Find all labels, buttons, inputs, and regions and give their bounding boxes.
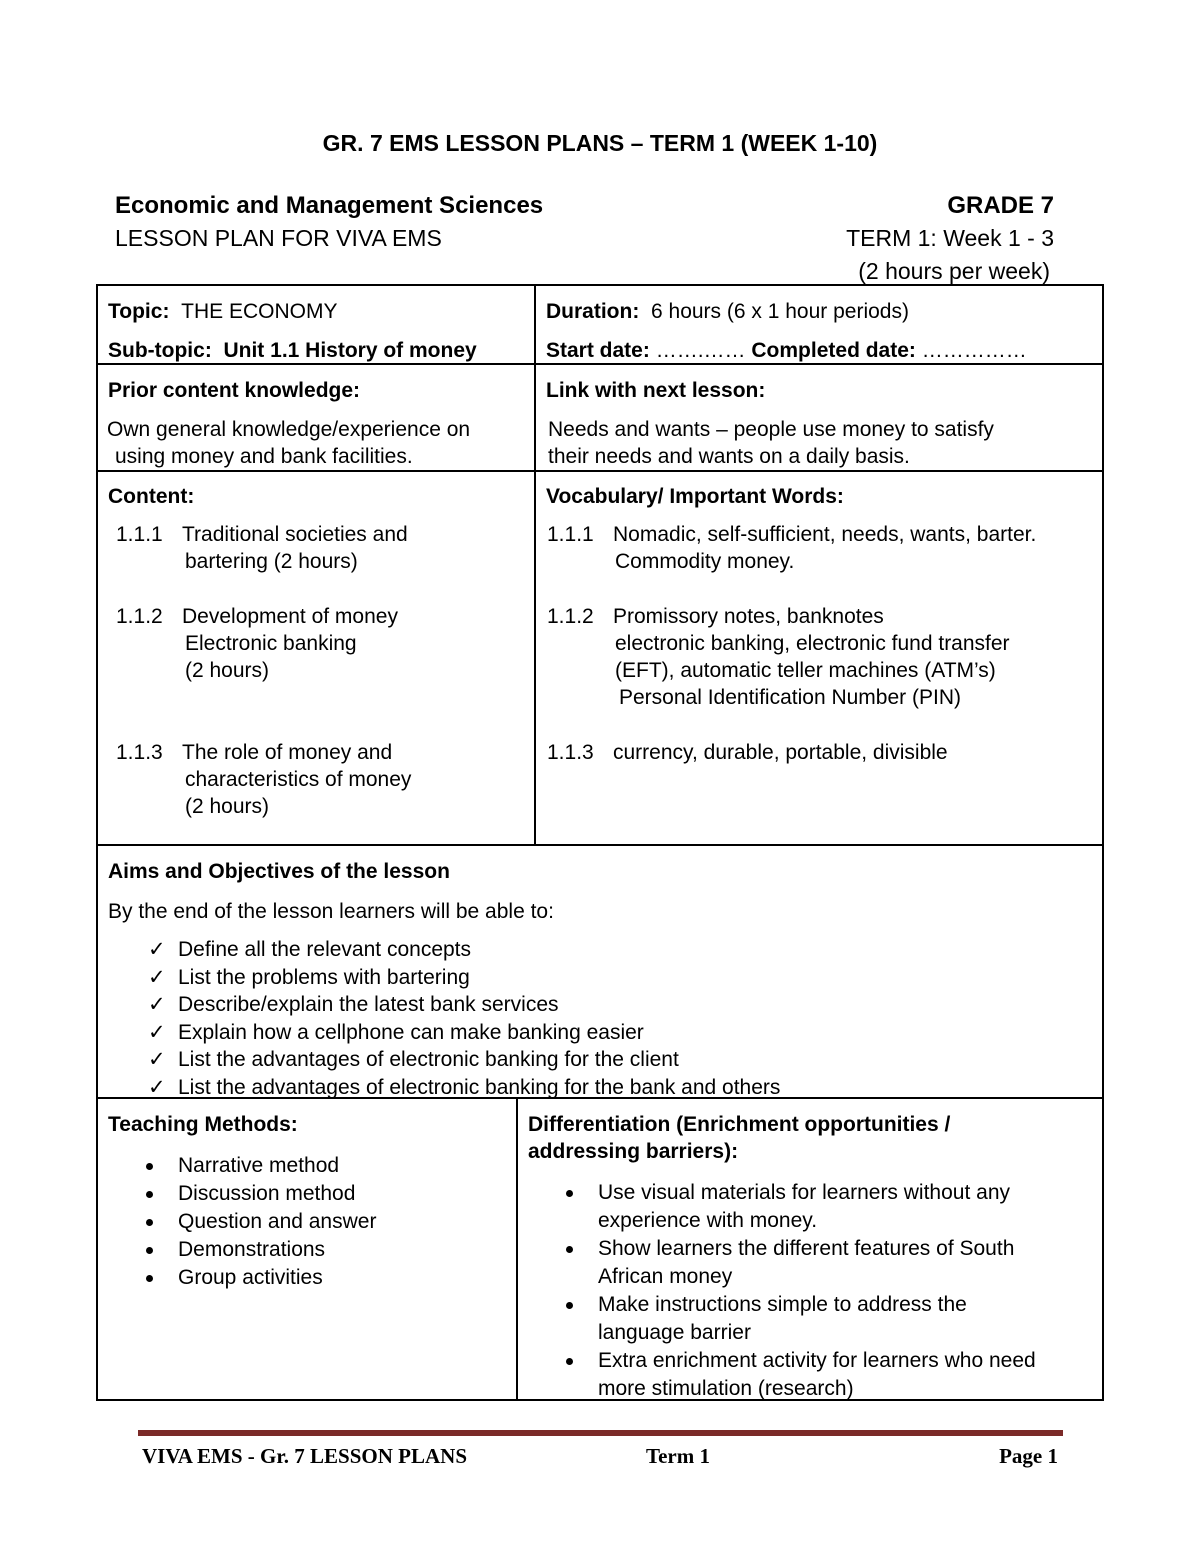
- aims-list-item: ✓ List the advantages of electronic banking for the bank and others: [108, 1074, 780, 1102]
- content-item-number: 1.1.2: [116, 605, 163, 628]
- content-item-text: Traditional societies and: [182, 523, 408, 546]
- vocabulary-item-text: electronic banking, electronic fund transfer: [615, 632, 1010, 655]
- bullet-icon: [146, 1219, 153, 1226]
- start-date-field[interactable]: …….……: [655, 339, 746, 362]
- vocabulary-item: [547, 603, 1010, 711]
- duration-label: Duration:: [546, 300, 640, 323]
- content-label: Content:: [108, 485, 195, 508]
- aims-list-item: ✓ List the problems with bartering: [108, 964, 780, 992]
- aims-list-item: ✓ Define all the relevant concepts: [108, 936, 780, 964]
- differentiation-label: Differentiation (Enrichment opportunities / addressing barriers):: [528, 1113, 951, 1163]
- differentiation-list: [528, 1179, 1036, 1403]
- aims-list-item: ✓ Describe/explain the latest bank services: [108, 991, 780, 1019]
- subtopic-value: Unit 1.1 History of money: [223, 339, 477, 362]
- teaching-method-item: Question and answer: [108, 1208, 376, 1236]
- subtopic-label: Sub-topic:: [108, 339, 212, 362]
- teaching-method-item: Demonstrations: [108, 1236, 376, 1264]
- differentiation-item: Show learners the different features of South African money: [528, 1235, 1036, 1291]
- prior-knowledge-line-1: Own general knowledge/experience on: [107, 418, 471, 441]
- bullet-icon: [146, 1163, 153, 1170]
- teaching-methods-label: Teaching Methods:: [108, 1113, 298, 1136]
- bullet-icon: [146, 1247, 153, 1254]
- content-item-text: Electronic banking: [185, 632, 357, 655]
- checkmark-icon: ✓: [148, 1048, 166, 1071]
- aims-label: Aims and Objectives of the lesson: [108, 860, 450, 883]
- vocabulary-item-number: 1.1.1: [547, 523, 594, 546]
- footer-term: Term 1: [646, 1444, 710, 1468]
- bullet-icon: [566, 1302, 573, 1309]
- subtopic-line: [108, 337, 477, 364]
- topic-line: [108, 298, 337, 325]
- content-item-text: The role of money and: [182, 741, 393, 764]
- aims-list: [108, 936, 780, 1101]
- content-item: [116, 521, 408, 575]
- topic-value: THE ECONOMY: [181, 300, 338, 323]
- content-item-text: (2 hours): [185, 795, 270, 818]
- content-item-number: 1.1.3: [116, 741, 163, 764]
- vocabulary-item-text: (EFT), automatic teller machines (ATM’s): [615, 659, 996, 682]
- duration-line: [546, 298, 909, 325]
- bullet-icon: [146, 1275, 153, 1282]
- prior-knowledge-line-2: using money and bank facilities.: [115, 445, 413, 468]
- differentiation-item: Extra enrichment activity for learners who need more stimulation (research): [528, 1347, 1036, 1403]
- vocabulary-item: [547, 739, 948, 766]
- dates-line: [546, 337, 1027, 364]
- vocabulary-item: [547, 521, 1036, 575]
- aims-list-item: ✓ List the advantages of electronic banking for the client: [108, 1046, 780, 1074]
- vocabulary-item-text: currency, durable, portable, divisible: [613, 741, 948, 764]
- content-item: [116, 739, 411, 820]
- subject-heading: Economic and Management Sciences: [115, 192, 544, 219]
- differentiation-item: Use visual materials for learners without any experience with money.: [528, 1179, 1036, 1235]
- teaching-method-item: Group activities: [108, 1264, 376, 1292]
- bullet-icon: [146, 1191, 153, 1198]
- vocabulary-item-number: 1.1.2: [547, 605, 594, 628]
- teaching-method-item: Discussion method: [108, 1180, 376, 1208]
- vocabulary-item-text: Nomadic, self-sufficient, needs, wants, barter.: [613, 523, 1037, 546]
- link-next-lesson-line-2: their needs and wants on a daily basis.: [548, 445, 910, 468]
- aims-list-item: ✓ Explain how a cellphone can make banking easier: [108, 1019, 780, 1047]
- hours-per-week: (2 hours per week): [858, 258, 1050, 284]
- completed-date-label: Completed date:: [751, 339, 916, 362]
- teaching-method-item: Narrative method: [108, 1152, 376, 1180]
- content-item-text: Development of money: [182, 605, 398, 628]
- differentiation-item: Make instructions simple to address the language barrier: [528, 1291, 1036, 1347]
- vocabulary-item-number: 1.1.3: [547, 741, 594, 764]
- footer-page-number: Page 1: [999, 1444, 1058, 1468]
- grade-heading: GRADE 7: [947, 192, 1054, 219]
- checkmark-icon: ✓: [148, 993, 166, 1016]
- checkmark-icon: ✓: [148, 1075, 166, 1099]
- duration-value: 6 hours (6 x 1 hour periods): [651, 300, 909, 323]
- vocabulary-item-text: Commodity money.: [615, 550, 795, 573]
- plan-name: LESSON PLAN FOR VIVA EMS: [115, 225, 442, 251]
- footer-left: VIVA EMS - Gr. 7 LESSON PLANS: [142, 1444, 467, 1468]
- content-item-number: 1.1.1: [116, 523, 163, 546]
- prior-knowledge-label: Prior content knowledge:: [108, 379, 361, 402]
- checkmark-icon: ✓: [148, 965, 166, 989]
- start-date-label: Start date:: [546, 339, 650, 362]
- content-item-text: (2 hours): [185, 659, 270, 682]
- link-next-lesson-label: Link with next lesson:: [546, 379, 766, 402]
- link-next-lesson-line-1: Needs and wants – people use money to satisfy: [548, 418, 994, 441]
- content-item-text: characteristics of money: [185, 768, 412, 791]
- content-item: [116, 603, 398, 684]
- checkmark-icon: ✓: [148, 938, 166, 961]
- bullet-icon: [566, 1246, 573, 1253]
- topic-label: Topic:: [108, 300, 170, 323]
- document-title: GR. 7 EMS LESSON PLANS – TERM 1 (WEEK 1-10): [322, 130, 878, 156]
- completed-date-field[interactable]: ……………: [921, 339, 1027, 362]
- teaching-methods-list: [108, 1152, 376, 1292]
- vocabulary-item-text: Promissory notes, banknotes: [613, 605, 884, 628]
- aims-intro: By the end of the lesson learners will be able to:: [108, 900, 554, 923]
- content-item-text: bartering (2 hours): [185, 550, 358, 573]
- checkmark-icon: ✓: [148, 1020, 166, 1044]
- vocabulary-label: Vocabulary/ Important Words:: [546, 485, 844, 508]
- vocabulary-item-text: Personal Identification Number (PIN): [619, 686, 961, 709]
- term-week: TERM 1: Week 1 - 3: [846, 225, 1054, 251]
- bullet-icon: [566, 1190, 573, 1197]
- bullet-icon: [566, 1358, 573, 1365]
- footer-rule: [138, 1430, 1063, 1436]
